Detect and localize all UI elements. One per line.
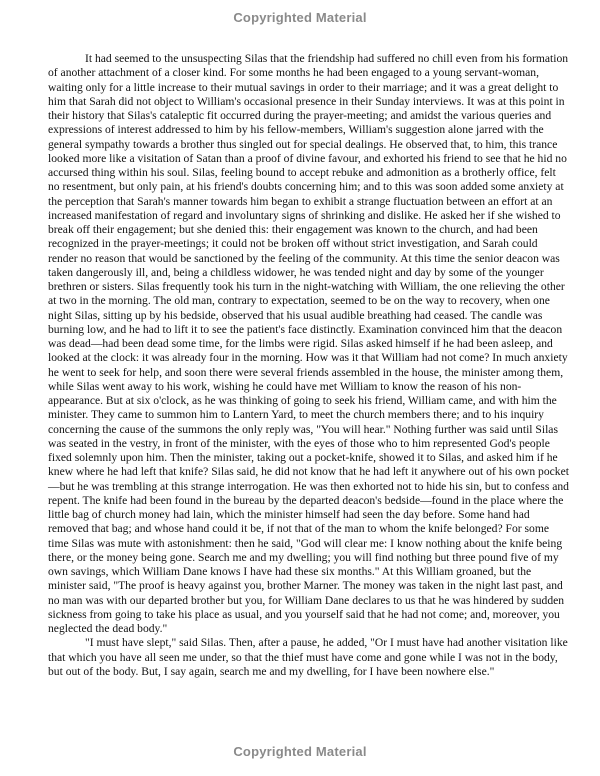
paragraph-2: "I must have slept," said Silas. Then, after a pause, he added, "Or I must have had another visitation like that which you have all seen me under, so that the thief must have come and gone while I was not in the body, but out of the body. But, I say again, search me and my dwelling, for I have been nowhere else." <box>48 636 568 678</box>
paragraph-1: It had seemed to the unsuspecting Silas that the friendship had suffered no chill even from his formation of another attachment of a closer kind. For some months he had been engaged to a young servant-woman, waiting only for a little increase to their mutual savings in order to their marriage; and it was a great delight to him that Sarah did not object to William's occasional presence in their Sunday interviews. It was at this point in their history that Silas's cataleptic fit occurred during the prayer-meeting; and amidst the various queries and expressions of interest addressed to him by his fellow-members, William's suggestion alone jarred with the general sympathy towards a brother thus singled out for special dealings. He observed that, to him, this trance looked more like a visitation of Satan than a proof of divine favour, and exhorted his friend to see that he hid no accursed thing within his soul. Silas, feeling bound to accept rebuke and admonition as a brotherly office, felt no resentment, but only pain, at his friend's doubts concerning him; and to this was soon added some anxiety at the perception that Sarah's manner towards him began to exhibit a strange fluctuation between an effort at an increased manifestation of regard and involuntary signs of shrinking and dislike. He asked her if she wished to break off their engagement; but she denied this: their engagement was known to the church, and had been recognized in the prayer-meetings; it could not be broken off without strict investigation, and Sarah could render no reason that would be sanctioned by the feeling of the community. At this time the senior deacon was taken dangerously ill, and, being a childless widower, he was tended night and day by some of the younger brethren or sisters. Silas frequently took his turn in the night-watching with William, the one relieving the other at two in the morning. The old man, contrary to expectation, seemed to be on the way to recovery, when one night Silas, sitting up by his bedside, observed that his usual audible breathing had ceased. The candle was burning low, and he had to lift it to see the patient's face distinctly. Examination convinced him that the deacon was dead—had been dead some time, for the limbs were rigid. Silas asked himself if he had been asleep, and looked at the clock: it was already four in the morning. How was it that William had not come? In much anxiety he went to seek for help, and soon there were several friends assembled in the house, the minister among them, while Silas went away to his work, wishing he could have met William to know the reason of his non-appearance. But at six o'clock, as he was thinking of going to seek his friend, William came, and with him the minister. They came to summon him to Lantern Yard, to meet the church members there; and to his inquiry concerning the cause of the summons the only reply was, "You will hear." Nothing further was said until Silas was seated in the vestry, in front of the minister, with the eyes of those who to him represented God's people fixed solemnly upon him. Then the minister, taking out a pocket-knife, showed it to Silas, and asked him if he knew where he had left that knife? Silas said, he did not know that he had left it anywhere out of his own pocket—but he was trembling at this strange interrogation. He was then exhorted not to hide his sin, but to confess and repent. The knife had been found in the bureau by the departed deacon's bedside—found in the place where the little bag of church money had lain, which the minister himself had seen the day before. Some hand had removed that bag; and whose hand could it be, if not that of the man to whom the knife belonged? For some time Silas was mute with astonishment: then he said, "God will clear me: I know nothing about the knife being there, or the money being gone. Search me and my dwelling; you will find nothing but three pound five of my own savings, which William Dane knows I have had these six months." At this William groaned, but the minister said, "The proof is heavy against you, brother Marner. The money was taken in the night last past, and no man was with our departed brother but you, for William Dane declares to us that he was hindered by sudden sickness from going to take his place as usual, and you yourself said that he had not come; and, moreover, you neglected the dead body." <box>48 52 569 635</box>
copyright-watermark-top: Copyrighted Material <box>233 10 367 25</box>
page-body <box>48 52 570 679</box>
copyright-watermark-bottom: Copyrighted Material <box>233 744 367 759</box>
